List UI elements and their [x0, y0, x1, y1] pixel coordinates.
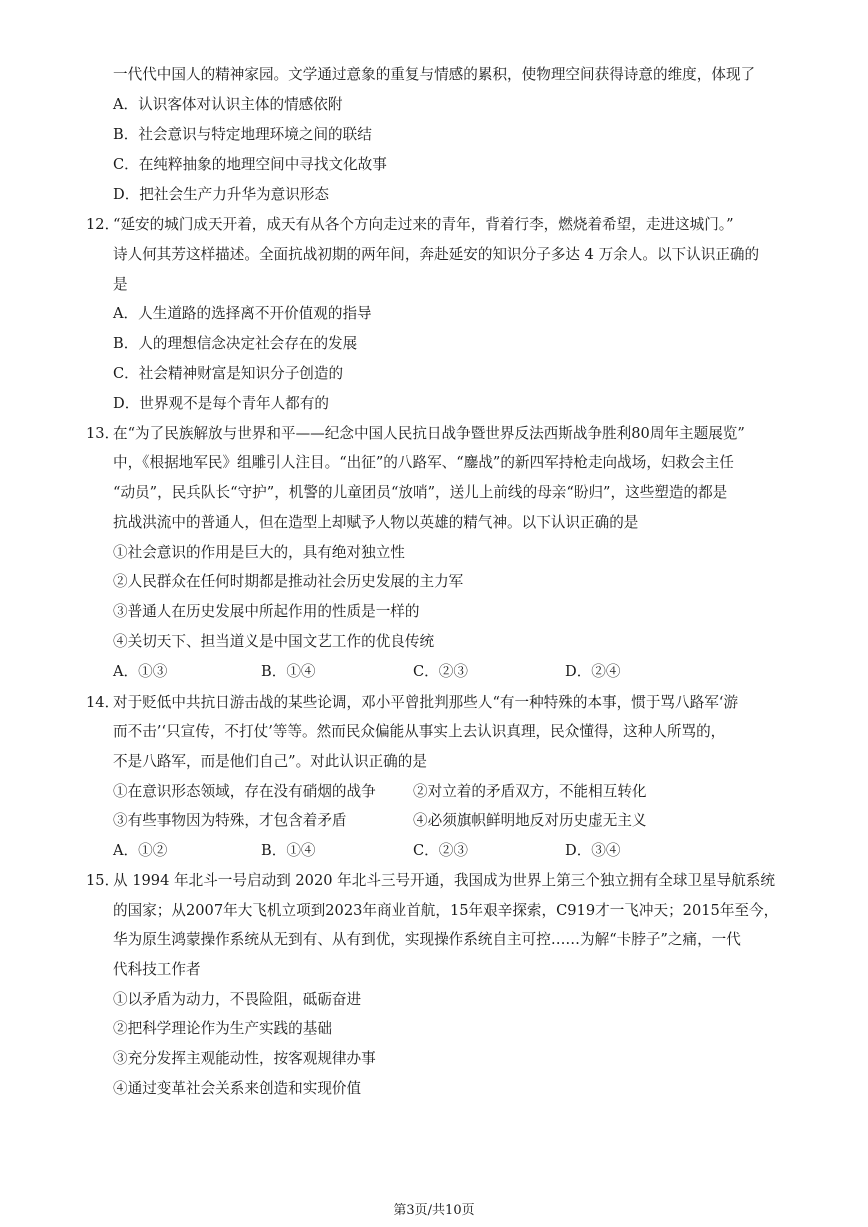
q15-item-4: ④通过变革社会关系来创造和实现价值: [113, 1080, 362, 1097]
q15-number: 15．: [86, 872, 120, 889]
q15-item-3: ③充分发挥主观能动性，按客观规律办事: [113, 1050, 376, 1067]
q12-stem-line-1: “延安的城门成天开着，成天有从各个方向走过来的青年，背着行李，燃烧着希望，走进这城门。”: [113, 216, 734, 233]
q13-stem-line-2: 中，《根据地军民》组雕引人注目。“出征”的八路军、“鏖战”的新四军持枪走向战场，妇救会主任: [113, 454, 734, 471]
q15-stem-line-3: 华为原生鸿蒙操作系统从无到有、从有到优，实现操作系统自主可控……为解“卡脖子”之痛，一代: [113, 931, 741, 948]
q14-item-3: ③有些事物因为特殊，才包含着矛盾: [113, 812, 347, 829]
q14-item-2: ②对立着的矛盾双方，不能相互转化: [413, 783, 647, 800]
q14-stem-line-3: 不是八路军，而是他们自己”。对此认识正确的是: [113, 753, 427, 770]
q13-choice-a: A．①③: [113, 663, 168, 680]
q12-option-c: C．社会精神财富是知识分子创造的: [113, 365, 344, 382]
q13-choice-b: B．①④: [261, 663, 316, 680]
q13-item-1: ①社会意识的作用是巨大的，具有绝对独立性: [113, 544, 405, 561]
q12-option-d: D．世界观不是每个青年人都有的: [113, 395, 330, 412]
q14-number: 14．: [86, 694, 120, 711]
q13-choice-d: D．②④: [565, 663, 621, 680]
q13-item-4: ④关切天下、担当道义是中国文艺工作的优良传统: [113, 633, 435, 650]
q12-option-a: A．人生道路的选择离不开价值观的指导: [113, 305, 372, 322]
q13-choice-c: C．②③: [413, 663, 468, 680]
q11-option-d: D．把社会生产力升华为意识形态: [113, 186, 330, 203]
q11-option-c: C．在纯粹抽象的地理空间中寻找文化故事: [113, 156, 387, 173]
q15-stem-line-4: 代科技工作者: [113, 961, 201, 978]
q12-option-b: B．人的理想信念决定社会存在的发展: [113, 335, 358, 352]
q13-number: 13．: [86, 425, 120, 442]
q11-stem-line: 一代代中国人的精神家园。文学通过意象的重复与情感的累积，使物理空间获得诗意的维度，体现了: [113, 66, 756, 83]
q14-item-4: ④必须旗帜鲜明地反对历史虚无主义: [413, 812, 647, 829]
q13-stem-line-3: “动员”，民兵队长“守护”，机警的儿童团员“放哨”，送儿上前线的母亲“盼归”，这些塑造的都是: [113, 484, 728, 501]
q13-item-3: ③普通人在历史发展中所起作用的性质是一样的: [113, 603, 420, 620]
q13-stem-line-1: 在“为了民族解放与世界和平——纪念中国人民抗日战争暨世界反法西斯战争胜利80周年主题展览”: [113, 425, 745, 442]
q13-stem-line-4: 抗战洪流中的普通人，但在造型上却赋予人物以英雄的精气神。以下认识正确的是: [113, 514, 639, 531]
q11-option-b: B．社会意识与特定地理环境之间的联结: [113, 126, 372, 143]
q12-number: 12．: [86, 216, 120, 233]
q14-choice-a: A．①②: [113, 842, 168, 859]
q15-stem-line-1: 从 1994 年北斗一号启动到 2020 年北斗三号开通，我国成为世界上第三个独立拥有全球卫星导航系统: [113, 872, 775, 889]
q15-item-2: ②把科学理论作为生产实践的基础: [113, 1020, 332, 1037]
q14-item-1: ①在意识形态领域，存在没有硝烟的战争: [113, 783, 376, 800]
q14-stem-line-1: 对于贬低中共抗日游击战的某些论调，邓小平曾批判那些人“有一种特殊的本事，惯于骂八路军‘游: [113, 694, 739, 711]
q14-choice-d: D．③④: [565, 842, 621, 859]
q15-stem-line-2: 的国家；从2007年大飞机立项到2023年商业首航，15年艰辛探索，C919才一飞冲天；2015年至今，: [113, 902, 779, 919]
q12-stem-line-3: 是: [113, 276, 128, 293]
q11-option-a: A．认识客体对认识主体的情感依附: [113, 96, 343, 113]
page-number-footer: 第3页/共10页: [393, 1203, 475, 1218]
q14-stem-line-2: 而不击’‘只宣传，不打仗’等等。然而民众偏能从事实上去认识真理，民众懂得，这种人所骂的，: [113, 723, 726, 740]
q14-choice-c: C．②③: [413, 842, 468, 859]
q13-item-2: ②人民群众在任何时期都是推动社会历史发展的主力军: [113, 573, 464, 590]
q12-stem-line-2: 诗人何其芳这样描述。全面抗战初期的两年间，奔赴延安的知识分子多达 4 万余人。以下认识正确的: [113, 246, 760, 263]
q15-item-1: ①以矛盾为动力，不畏险阻，砥砺奋进: [113, 991, 362, 1008]
q14-choice-b: B．①④: [261, 842, 316, 859]
